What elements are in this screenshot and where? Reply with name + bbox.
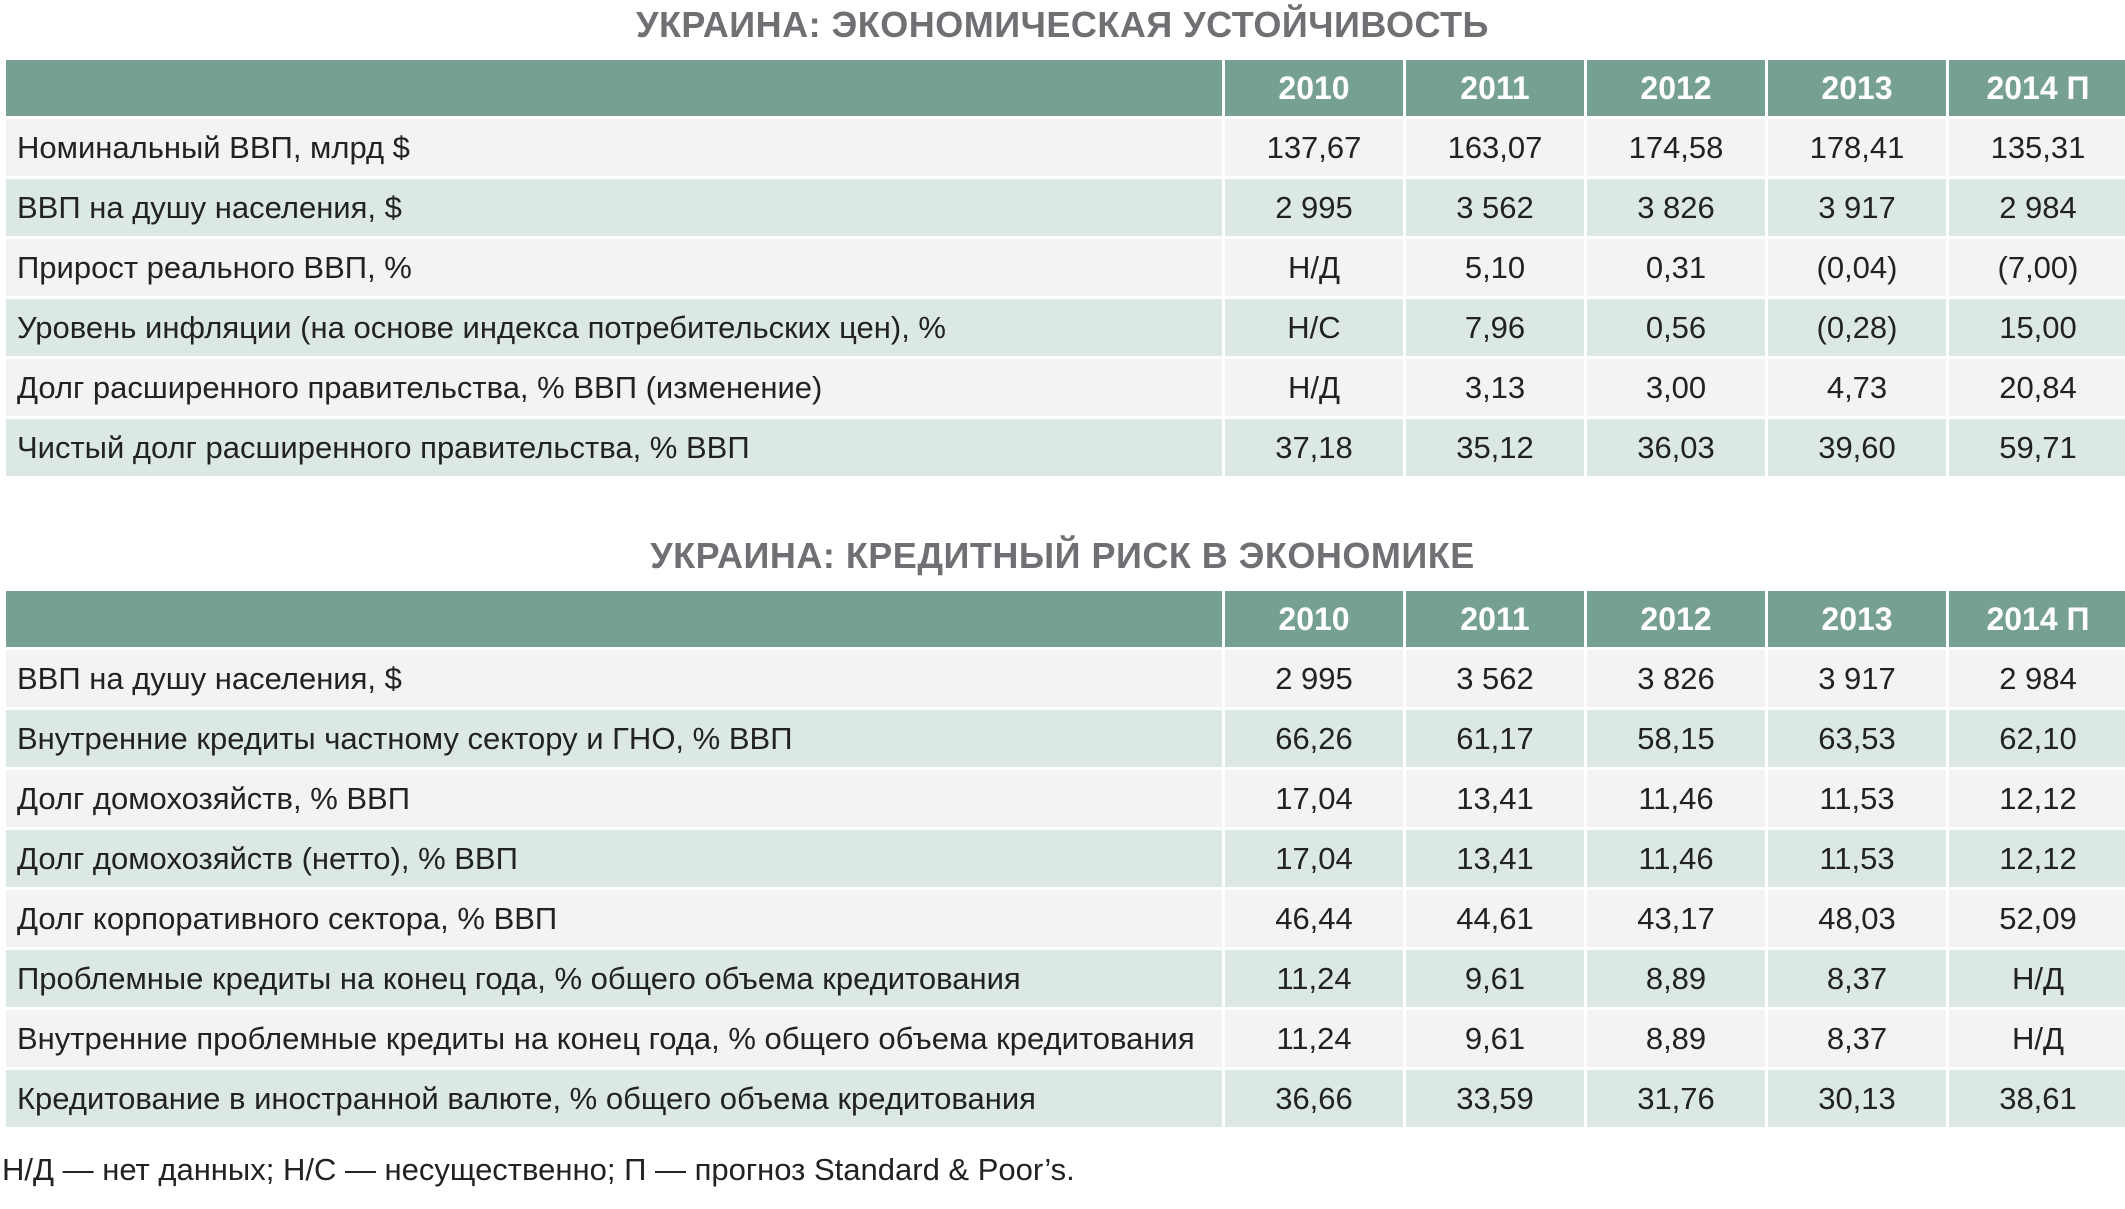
cell-value: 3,00 — [1587, 359, 1765, 419]
cell-value: 20,84 — [1949, 359, 2125, 419]
cell-value: 39,60 — [1768, 419, 1946, 479]
cell-value: 52,09 — [1949, 890, 2125, 950]
table-row — [6, 710, 2125, 770]
row-label: Долг домохозяйств, % ВВП — [6, 770, 1222, 830]
cell-value: 30,13 — [1768, 1070, 1946, 1130]
cell-value: 43,17 — [1587, 890, 1765, 950]
cell-value: 5,10 — [1406, 239, 1584, 299]
cell-value: Н/Д — [1225, 359, 1403, 419]
cell-value: 11,46 — [1587, 830, 1765, 890]
header-year-2014-forecast: 2014 П — [1949, 591, 2125, 650]
table-row — [6, 1070, 2125, 1130]
cell-value: 61,17 — [1406, 710, 1584, 770]
cell-value: 8,89 — [1587, 1010, 1765, 1070]
row-label: Долг расширенного правительства, % ВВП (изменение) — [6, 359, 1222, 419]
cell-value: 46,44 — [1225, 890, 1403, 950]
cell-value: 31,76 — [1587, 1070, 1765, 1130]
cell-value: 8,37 — [1768, 950, 1946, 1010]
cell-value: 37,18 — [1225, 419, 1403, 479]
cell-value: (0,28) — [1768, 299, 1946, 359]
cell-value: 3 562 — [1406, 179, 1584, 239]
cell-value: 66,26 — [1225, 710, 1403, 770]
cell-value: 11,24 — [1225, 950, 1403, 1010]
cell-value: 2 984 — [1949, 179, 2125, 239]
cell-value: 3 826 — [1587, 650, 1765, 710]
cell-value: 36,66 — [1225, 1070, 1403, 1130]
table-row — [6, 950, 2125, 1010]
cell-value: 11,53 — [1768, 830, 1946, 890]
footnote: Н/Д — нет данных; Н/С — несущественно; П — прогноз Standard & Poor’s. — [2, 1152, 1075, 1187]
cell-value: Н/С — [1225, 299, 1403, 359]
economic-stability-table — [3, 60, 2125, 479]
cell-value: 3 562 — [1406, 650, 1584, 710]
cell-value: 3 917 — [1768, 179, 1946, 239]
table-header-row — [6, 60, 2125, 119]
table-row — [6, 650, 2125, 710]
row-label: Внутренние кредиты частному сектору и ГНО, % ВВП — [6, 710, 1222, 770]
row-label: ВВП на душу населения, $ — [6, 179, 1222, 239]
cell-value: 36,03 — [1587, 419, 1765, 479]
cell-value: 2 995 — [1225, 179, 1403, 239]
table-row — [6, 830, 2125, 890]
cell-value: 4,73 — [1768, 359, 1946, 419]
row-label: Внутренние проблемные кредиты на конец года, % общего объема кредитования — [6, 1010, 1222, 1070]
cell-value: 63,53 — [1768, 710, 1946, 770]
cell-value: 9,61 — [1406, 1010, 1584, 1070]
cell-value: 11,46 — [1587, 770, 1765, 830]
row-label: Долг домохозяйств (нетто), % ВВП — [6, 830, 1222, 890]
cell-value: 7,96 — [1406, 299, 1584, 359]
cell-value: (7,00) — [1949, 239, 2125, 299]
row-label: Долг корпоративного сектора, % ВВП — [6, 890, 1222, 950]
cell-value: 0,31 — [1587, 239, 1765, 299]
table-row — [6, 890, 2125, 950]
table-row — [6, 119, 2125, 179]
row-label: Прирост реального ВВП, % — [6, 239, 1222, 299]
cell-value: 44,61 — [1406, 890, 1584, 950]
cell-value: 163,07 — [1406, 119, 1584, 179]
header-label-cell — [6, 60, 1222, 119]
cell-value: 135,31 — [1949, 119, 2125, 179]
row-label: Уровень инфляции (на основе индекса потребительских цен), % — [6, 299, 1222, 359]
cell-value: 17,04 — [1225, 770, 1403, 830]
row-label: Номинальный ВВП, млрд $ — [6, 119, 1222, 179]
cell-value: 11,24 — [1225, 1010, 1403, 1070]
cell-value: 12,12 — [1949, 770, 2125, 830]
table-row — [6, 179, 2125, 239]
cell-value: Н/Д — [1949, 950, 2125, 1010]
cell-value: 3 917 — [1768, 650, 1946, 710]
header-year-2010: 2010 — [1225, 60, 1403, 119]
header-year-2012: 2012 — [1587, 591, 1765, 650]
table-row — [6, 239, 2125, 299]
cell-value: Н/Д — [1225, 239, 1403, 299]
table-row — [6, 419, 2125, 479]
table-title-credit-risk: УКРАИНА: КРЕДИТНЫЙ РИСК В ЭКОНОМИКЕ — [650, 535, 1475, 576]
row-label: Проблемные кредиты на конец года, % общего объема кредитования — [6, 950, 1222, 1010]
cell-value: 137,67 — [1225, 119, 1403, 179]
table-title-economic-stability: УКРАИНА: ЭКОНОМИЧЕСКАЯ УСТОЙЧИВОСТЬ — [636, 4, 1489, 45]
cell-value: 174,58 — [1587, 119, 1765, 179]
cell-value: 2 995 — [1225, 650, 1403, 710]
cell-value: Н/Д — [1949, 1010, 2125, 1070]
table-header-row — [6, 591, 2125, 650]
header-year-2011: 2011 — [1406, 591, 1584, 650]
cell-value: 13,41 — [1406, 830, 1584, 890]
cell-value: 9,61 — [1406, 950, 1584, 1010]
table-row — [6, 770, 2125, 830]
cell-value: 11,53 — [1768, 770, 1946, 830]
header-year-2013: 2013 — [1768, 591, 1946, 650]
credit-risk-table — [3, 591, 2125, 1130]
header-year-2013: 2013 — [1768, 60, 1946, 119]
header-year-2014-forecast: 2014 П — [1949, 60, 2125, 119]
cell-value: 8,37 — [1768, 1010, 1946, 1070]
cell-value: 8,89 — [1587, 950, 1765, 1010]
cell-value: (0,04) — [1768, 239, 1946, 299]
cell-value: 3 826 — [1587, 179, 1765, 239]
cell-value: 62,10 — [1949, 710, 2125, 770]
header-year-2011: 2011 — [1406, 60, 1584, 119]
cell-value: 15,00 — [1949, 299, 2125, 359]
cell-value: 17,04 — [1225, 830, 1403, 890]
cell-value: 0,56 — [1587, 299, 1765, 359]
table-row — [6, 299, 2125, 359]
cell-value: 2 984 — [1949, 650, 2125, 710]
cell-value: 59,71 — [1949, 419, 2125, 479]
header-year-2012: 2012 — [1587, 60, 1765, 119]
cell-value: 38,61 — [1949, 1070, 2125, 1130]
row-label: Кредитование в иностранной валюте, % общего объема кредитования — [6, 1070, 1222, 1130]
cell-value: 3,13 — [1406, 359, 1584, 419]
header-year-2010: 2010 — [1225, 591, 1403, 650]
row-label: Чистый долг расширенного правительства, % ВВП — [6, 419, 1222, 479]
cell-value: 48,03 — [1768, 890, 1946, 950]
cell-value: 13,41 — [1406, 770, 1584, 830]
header-label-cell — [6, 591, 1222, 650]
table-row — [6, 359, 2125, 419]
cell-value: 35,12 — [1406, 419, 1584, 479]
cell-value: 12,12 — [1949, 830, 2125, 890]
table-row — [6, 1010, 2125, 1070]
cell-value: 33,59 — [1406, 1070, 1584, 1130]
cell-value: 178,41 — [1768, 119, 1946, 179]
cell-value: 58,15 — [1587, 710, 1765, 770]
row-label: ВВП на душу населения, $ — [6, 650, 1222, 710]
